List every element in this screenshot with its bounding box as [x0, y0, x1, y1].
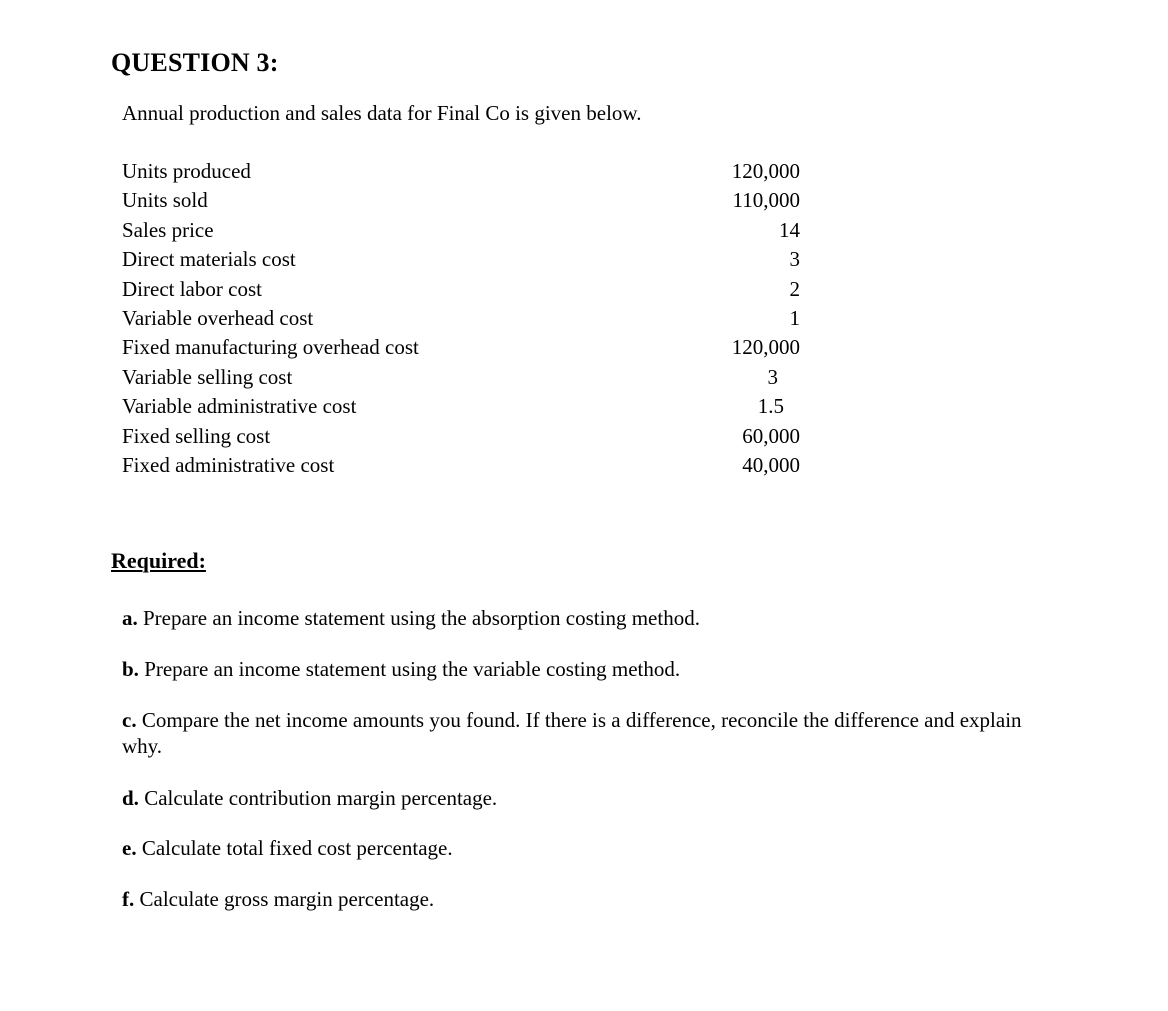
row-label: Direct materials cost [122, 247, 296, 272]
list-item [122, 886, 1022, 912]
table-row [122, 275, 800, 304]
row-label: Fixed administrative cost [122, 452, 335, 477]
list-item [122, 835, 1022, 861]
row-value: 3 [789, 247, 800, 272]
table-row [122, 186, 800, 215]
task-letter: b. [122, 657, 139, 681]
row-value: 1.5 [757, 394, 784, 419]
task-letter: a. [122, 606, 138, 630]
task-text: Prepare an income statement using the absorption costing method. [143, 606, 700, 630]
row-value: 60,000 [742, 423, 800, 448]
task-letter: c. [122, 708, 137, 732]
task-letter: f. [122, 887, 135, 911]
list-item [122, 707, 1022, 759]
table-row [122, 245, 800, 274]
list-item [122, 785, 1022, 811]
table-row [122, 392, 800, 421]
row-label: Units sold [122, 188, 208, 213]
table-row [122, 304, 800, 333]
task-text: Calculate gross margin percentage. [139, 887, 435, 911]
row-value: 120,000 [731, 159, 800, 183]
row-label: Variable overhead cost [122, 305, 314, 330]
row-label: Variable administrative cost [122, 394, 357, 419]
task-text: Compare the net income amounts you found. If there is a difference, reconcile the difference and explain why. [122, 708, 1022, 758]
table-row [122, 363, 800, 392]
row-value: 14 [779, 217, 800, 242]
row-value: 3 [767, 364, 778, 389]
table-row [122, 451, 800, 480]
row-value: 40,000 [742, 452, 800, 477]
row-value: 110,000 [732, 188, 800, 213]
table-row [122, 333, 800, 362]
row-label: Direct labor cost [122, 276, 262, 301]
list-item [122, 605, 1022, 631]
task-letter: d. [122, 786, 139, 810]
data-table [122, 157, 800, 480]
question-title: QUESTION 3: [111, 48, 279, 77]
row-label: Fixed manufacturing overhead cost [122, 335, 419, 360]
row-value: 2 [789, 276, 800, 301]
task-text: Calculate total fixed cost percentage. [141, 836, 453, 860]
required-heading: Required: [111, 548, 206, 573]
row-label: Fixed selling cost [122, 423, 271, 448]
task-letter: e. [122, 836, 137, 860]
row-label: Units produced [122, 159, 251, 183]
table-row [122, 157, 800, 186]
table-row [122, 216, 800, 245]
row-label: Sales price [122, 217, 214, 242]
row-value: 120,000 [731, 335, 800, 360]
row-value: 1 [789, 305, 800, 330]
table-row [122, 422, 800, 451]
task-text: Calculate contribution margin percentage. [144, 786, 498, 810]
list-item [122, 656, 1022, 682]
task-text: Prepare an income statement using the variable costing method. [144, 657, 681, 681]
row-label: Variable selling cost [122, 364, 293, 389]
intro-text: Annual production and sales data for Final Co is given below. [122, 101, 642, 125]
